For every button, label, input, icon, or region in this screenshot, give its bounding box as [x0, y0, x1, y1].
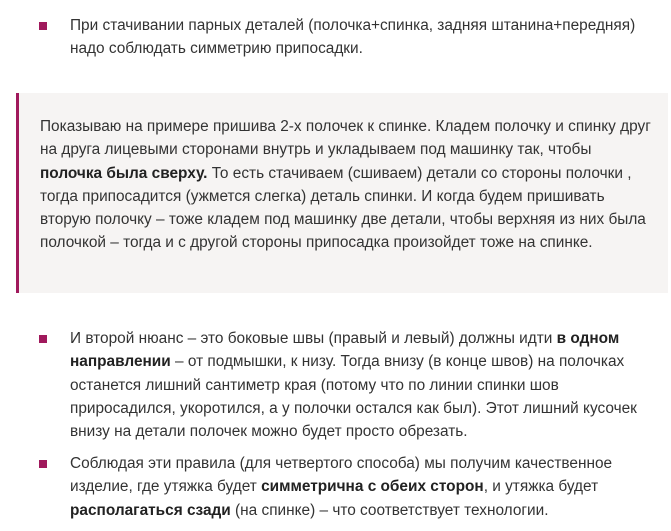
- list-item-text-segment: При стачивании парных деталей (полочка+спинка, задняя штанина+передняя) надо соблюдать симметрию припосадки.: [70, 17, 636, 58]
- blockquote: [16, 93, 668, 293]
- list-item-bold-text: располагаться сзади: [70, 501, 231, 519]
- list-item-text: [70, 452, 650, 522]
- list-item-text-segment: Соблюдая эти правила (для четвертого способа) мы получим качественное изделие, где утяжка будет: [70, 455, 613, 496]
- bullet-marker: [39, 335, 47, 343]
- list-item-text: [70, 327, 650, 443]
- blockquote-text-segment: Показываю на примере пришива 2-х полочек к спинке. Кладем полочку и спинку друг на друга лицевыми сторонами внутрь и укладываем под машинку так, чтобы: [40, 118, 651, 159]
- blockquote-bold-text: полочка была сверху.: [40, 164, 208, 182]
- list-item-text: [70, 14, 650, 61]
- list-item-bold-text: в одном направлении: [70, 330, 620, 371]
- bullet-marker: [39, 22, 47, 30]
- list-item-text-segment: , и утяжка будет: [483, 478, 599, 496]
- blockquote-text: [40, 115, 652, 255]
- list-item-text-segment: – от подмышки, к низу. Тогда внизу (в конце швов) на полочках останется лишний сантиметр края (потому что по линии спинки шов приросадился, укоротился, а у полочки остался как был). Этот лишний кусочек внизу на детали полочек можно будет просто обрезать.: [70, 353, 637, 441]
- list-item-bold-text: симметрична с обеих сторон: [261, 478, 484, 496]
- list-item-text-segment: (на спинке) – что соответствует технологии.: [230, 501, 549, 519]
- blockquote-text-segment: То есть стачиваем (сшиваем) детали со стороны полочки , тогда припосадится (ужмется слегка) деталь спинки. И когда будем пришивать вторую полочку – тоже кладем под машинку две детали, чтобы верхняя из них была полочкой – тогда и с другой стороны припосадка произойдет тоже на спинке.: [40, 164, 646, 252]
- list-item-text-segment: И второй нюанс – это боковые швы (правый и левый) должны идти: [70, 330, 557, 347]
- bullet-marker: [39, 460, 47, 468]
